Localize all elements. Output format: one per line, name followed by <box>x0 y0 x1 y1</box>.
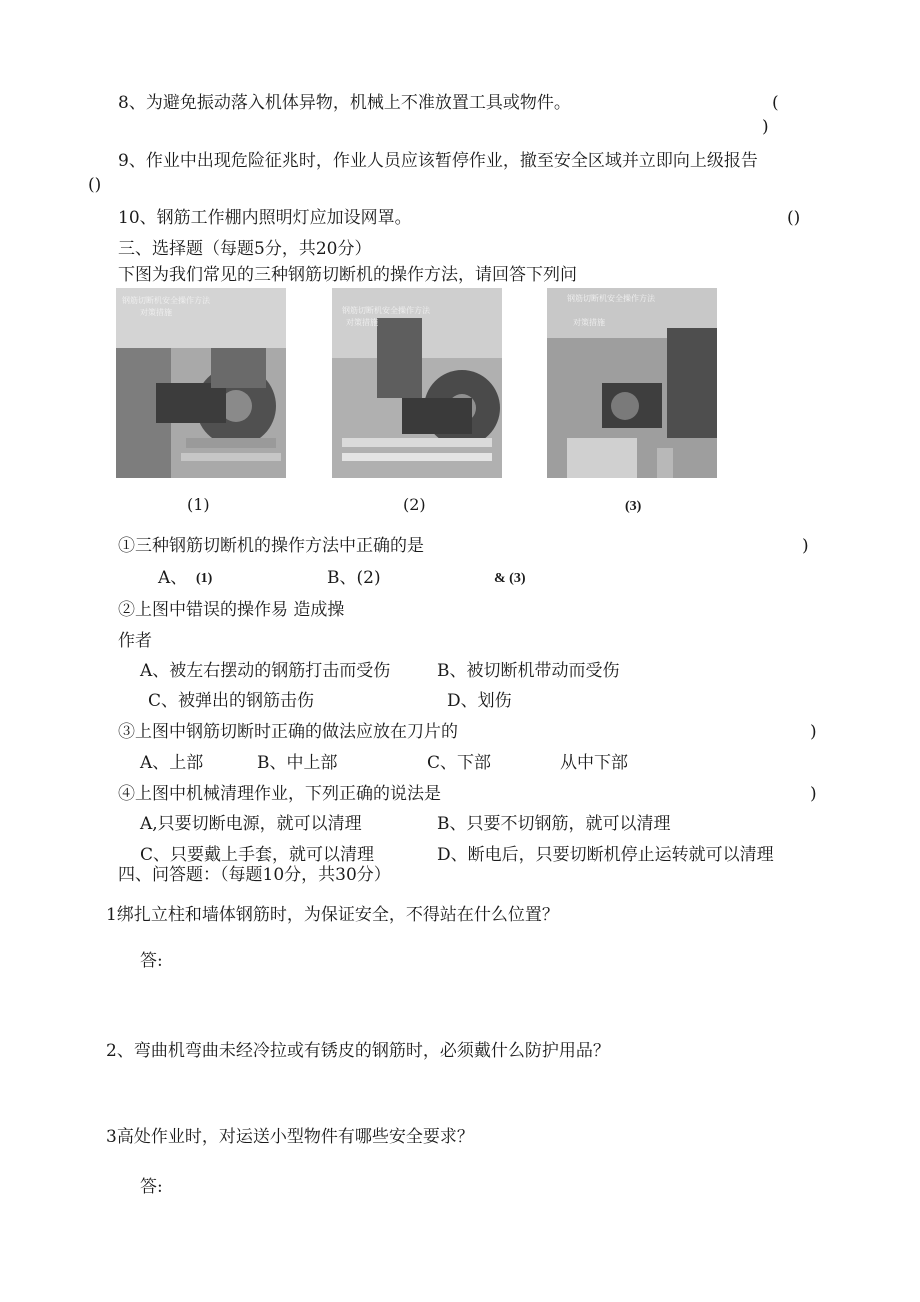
photo-overlay-text: 钢筋切断机安全操作方法 <box>122 296 210 305</box>
photo-overlay-text: 对策措施 <box>573 318 605 327</box>
short-answer-question-2: 2、弯曲机弯曲未经冷拉或有锈皮的钢筋时，必须戴什么防护用品？ <box>106 1041 610 1061</box>
figure-caption-1: (1) <box>187 495 210 514</box>
question-10: 10、钢筋工作棚内照明灯应加设网罩。 <box>118 208 412 228</box>
option-a: A、 <box>158 568 188 588</box>
section-intro: 下图为我们常见的三种钢筋切断机的操作方法，请回答下列问 <box>118 265 577 285</box>
answer-paren: () <box>88 175 102 195</box>
answer-paren: () <box>787 208 801 228</box>
photo-overlay-text: 钢筋切断机安全操作方法 <box>567 294 655 303</box>
answer-paren: ) <box>802 536 809 556</box>
short-answer-question-3: 3高处作业时，对运送小型物件有哪些安全要求？ <box>106 1127 474 1147</box>
answer-paren-open: ( <box>772 93 779 113</box>
section-heading: 四、问答题：（每题10分，共30分） <box>118 865 391 885</box>
answer-paren: ) <box>810 784 817 804</box>
option-c: & (3) <box>494 571 526 586</box>
option-b: B、被切断机带动而受伤 <box>437 661 620 681</box>
cutting-machine-photo-2 <box>332 288 502 478</box>
choice-question-1: ①三种钢筋切断机的操作方法中正确的是 <box>118 536 424 556</box>
option-d: D、划伤 <box>447 691 512 711</box>
option-d: D、断电后，只要切断机停止运转就可以清理 <box>437 845 774 865</box>
figure-caption-2: (2) <box>403 495 426 514</box>
answer-label: 答: <box>140 951 163 971</box>
figure-caption-3: (3) <box>625 499 642 514</box>
option-a: A,只要切断电源，就可以清理 <box>140 814 362 834</box>
cutting-machine-photo-3 <box>547 288 717 478</box>
answer-label: 答: <box>140 1177 163 1197</box>
answer-paren: ) <box>810 722 817 742</box>
choice-question-3: ③上图中钢筋切断时正确的做法应放在刀片的 <box>118 722 458 742</box>
question-9: 9、作业中出现危险征兆时，作业人员应该暂停作业，撤至安全区域并立即向上级报告 <box>118 151 758 171</box>
short-answer-question-1: 1绑扎立柱和墙体钢筋时，为保证安全，不得站在什么位置？ <box>106 905 559 925</box>
photo-overlay-text: 对策措施 <box>346 318 378 327</box>
choice-question-4: ④上图中机械清理作业，下列正确的说法是 <box>118 784 441 804</box>
answer-paren-close: ) <box>762 117 769 137</box>
option-d: 从中下部 <box>560 753 628 773</box>
option-b: B、(2) <box>327 568 381 588</box>
option-b: B、只要不切钢筋，就可以清理 <box>437 814 671 834</box>
choice-question-2: ②上图中错误的操作易 造成操 <box>118 600 345 620</box>
option-c: C、只要戴上手套，就可以清理 <box>140 845 375 865</box>
option-a-value: (1) <box>196 571 213 586</box>
option-a: A、上部 <box>140 753 204 773</box>
option-c: C、被弹出的钢筋击伤 <box>148 691 315 711</box>
question-8: 8、为避免振动落入机体异物，机械上不准放置工具或物件。 <box>118 93 571 113</box>
option-c: C、下部 <box>427 753 492 773</box>
photo-overlay-text: 对策措施 <box>140 308 172 317</box>
cutting-machine-photo-1 <box>116 288 286 478</box>
photo-overlay-text: 钢筋切断机安全操作方法 <box>342 306 430 315</box>
choice-question-2-continued: 作者 <box>118 631 152 651</box>
section-heading: 三、选择题（每题5分，共20分） <box>118 239 372 259</box>
option-a: A、被左右摆动的钢筋打击而受伤 <box>140 661 391 681</box>
option-b: B、中上部 <box>257 753 338 773</box>
